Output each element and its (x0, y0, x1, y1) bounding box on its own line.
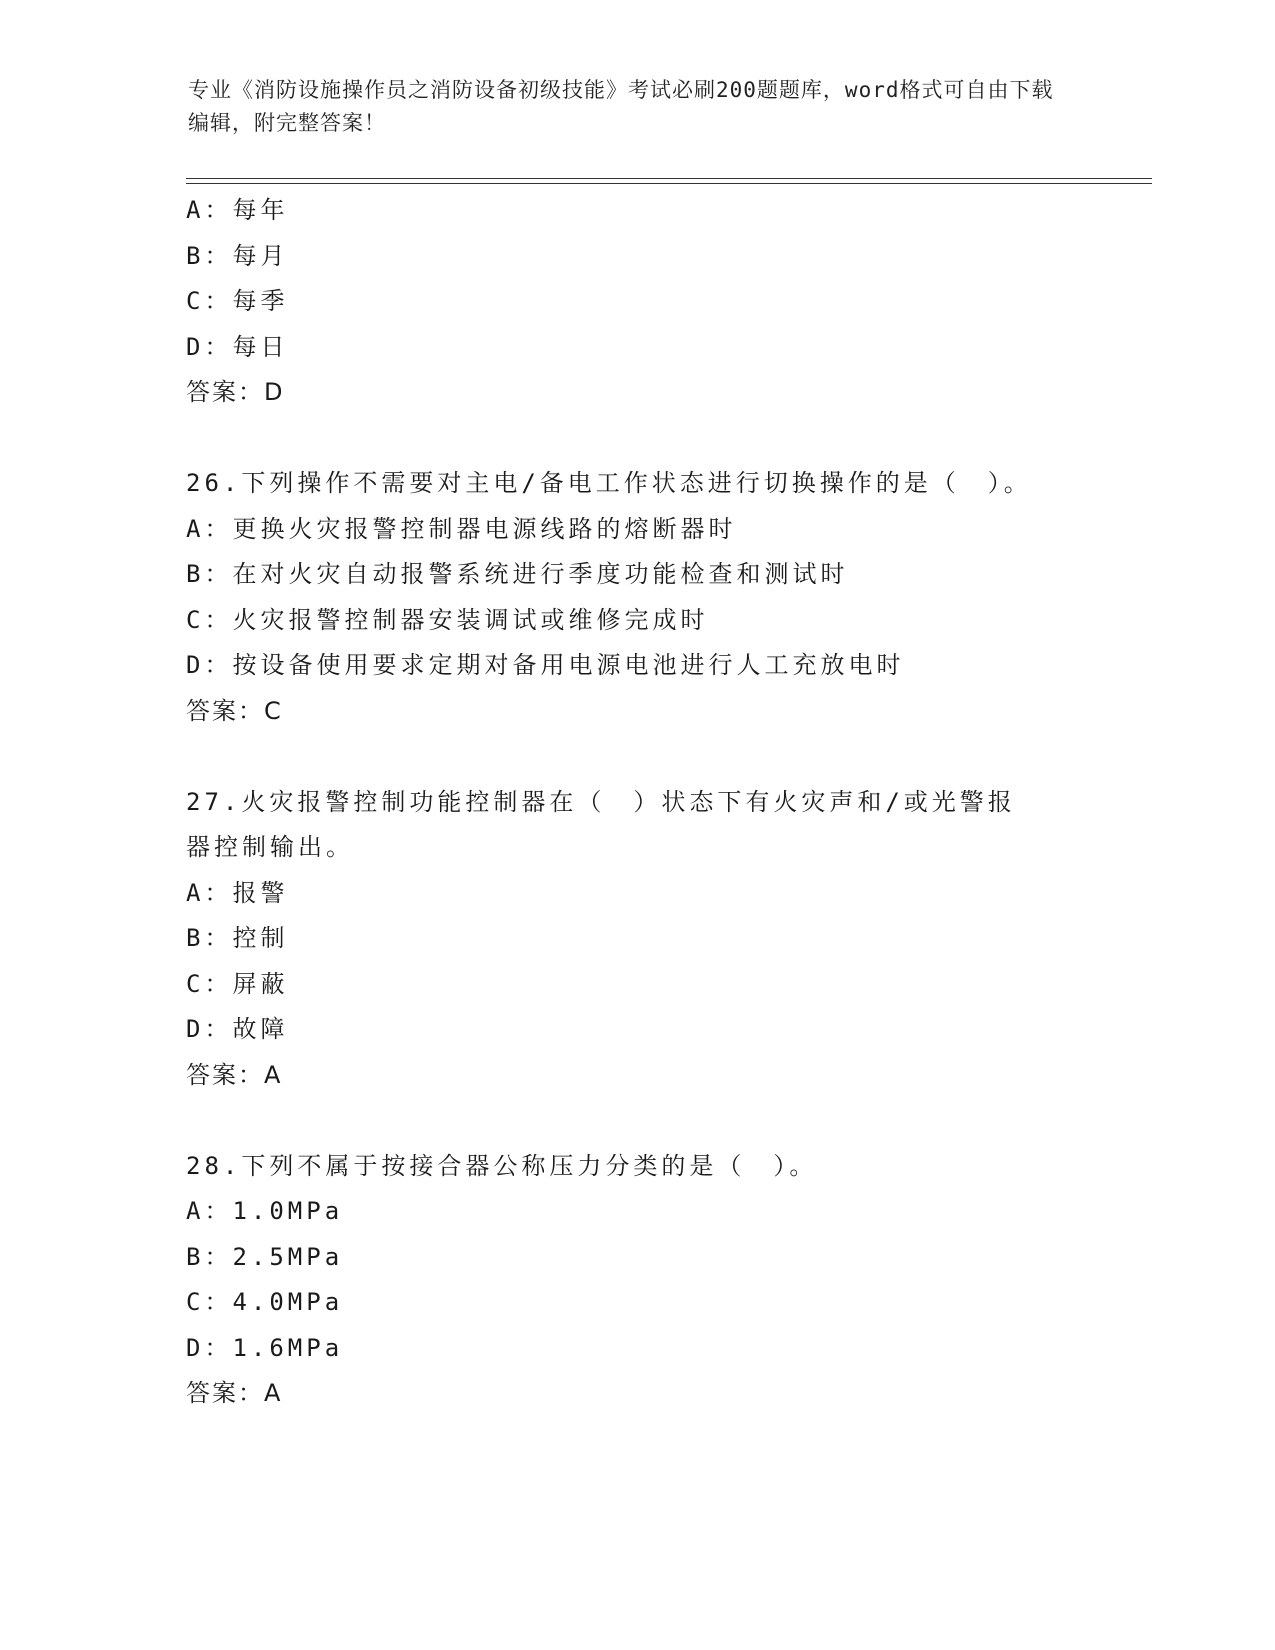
header-text: 专业《消防设施操作员之消防设备初级技能》考试必刷200题题库，word格式可自由下载编辑，附完整答案！ (188, 78, 1054, 135)
option-b: B：2.5MPa (186, 1242, 344, 1271)
option-c: C：4.0MPa (186, 1288, 344, 1316)
header-divider-bottom (186, 183, 1152, 184)
spacer (186, 1098, 1086, 1144)
header-divider-top (186, 178, 1152, 179)
question-27 (186, 780, 1086, 1099)
option-c: C：火灾报警控制器安装调试或维修完成时 (186, 605, 709, 634)
option-a: A：更换火灾报警控制器电源线路的熔断器时 (186, 514, 737, 543)
question-26 (186, 461, 1086, 734)
answer-line: 答案：A (186, 1379, 283, 1407)
question-stem: 27.火灾报警控制功能控制器在（ ）状态下有火灾声和/或光警报器控制输出。 (186, 787, 1016, 861)
spacer (186, 734, 1086, 780)
option-a: A：报警 (186, 878, 289, 907)
option-d: D：故障 (186, 1015, 289, 1043)
option-b: B：控制 (186, 924, 289, 952)
option-c: C：每季 (186, 287, 289, 315)
answer-line: 答案：A (186, 1060, 283, 1089)
question-25-tail (186, 188, 1086, 416)
question-stem: 28.下列不属于按接合器公称压力分类的是（ ）。 (186, 1151, 818, 1180)
option-a: A：1.0MPa (186, 1197, 344, 1225)
document-header (188, 74, 1068, 140)
answer-line: 答案：C (186, 696, 283, 725)
option-b: B：每月 (186, 241, 289, 270)
option-d: D：每日 (186, 332, 289, 361)
option-b: B：在对火灾自动报警系统进行季度功能检查和测试时 (186, 560, 849, 588)
option-d: D：按设备使用要求定期对备用电源电池进行人工充放电时 (186, 651, 905, 679)
option-d: D：1.6MPa (186, 1333, 344, 1362)
option-a: A：每年 (186, 196, 289, 224)
answer-line: 答案：D (186, 378, 285, 406)
option-c: C：屏蔽 (186, 969, 289, 998)
question-28 (186, 1144, 1086, 1417)
spacer (186, 416, 1086, 462)
question-list (186, 188, 1086, 1417)
question-stem: 26.下列操作不需要对主电/备电工作状态进行切换操作的是（ ）。 (186, 469, 1032, 497)
